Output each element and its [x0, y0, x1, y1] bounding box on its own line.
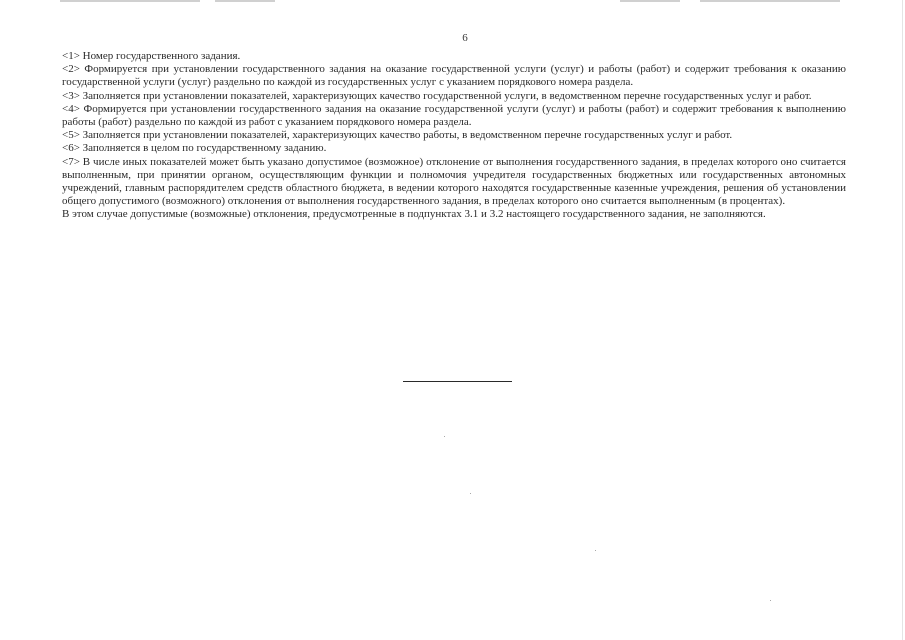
- footnote-6: <6> Заполняется в целом по государственному заданию.: [62, 142, 327, 155]
- scan-speck: [770, 600, 771, 601]
- scan-artifact-top: [60, 0, 200, 2]
- separator-line: [403, 381, 512, 382]
- footnotes-block: [62, 50, 846, 222]
- scan-artifact-top: [620, 0, 680, 2]
- footnote-2: <2> Формируется при установлении государственного задания на оказание государственной услуги (услуг) и работы (работ) и содержит требования к оказанию государственной услуги (услуг) раздельно по каждой из государственных услуг с указанием порядкового номера раздела.: [62, 63, 846, 89]
- footnote-1: <1> Номер государственного задания.: [62, 50, 241, 62]
- scan-artifact-top: [215, 0, 275, 2]
- footnote-3: <3> Заполняется при установлении показателей, характеризующих качество государственной услуги, в ведомственном перечне государственных услуг и работ.: [62, 89, 812, 102]
- scan-artifact-right-edge: [902, 0, 903, 640]
- scan-speck: [595, 550, 596, 551]
- footnote-7: <7> В числе иных показателей может быть указано допустимое (возможное) отклонение от выполнения государственного задания, в пределах которого оно считается выполненным, при принятии органом, осуществляющим функции и полномочия учредителя государственных бюджетных или государственных автономных учреждений, главным распорядителем средств областного бюджета, в ведении которого находятся государственные казенные учреждения, решения об установлении общего допустимого (возможного) отклонения от выполнения государственного задания, в пределах которого оно считается выполненным (в процентах).: [62, 155, 846, 208]
- scan-speck: [444, 436, 445, 437]
- footnote-4: <4> Формируется при установлении государственного задания на оказание государственной услуги (услуг) и работы (работ) и содержит требования к выполнению работы (работ) раздельно по каждой из работ с указанием порядкового номера раздела.: [62, 102, 846, 129]
- footnote-7-note: В этом случае допустимые (возможные) отклонения, предусмотренные в подпунктах 3.1 и 3.2 настоящего государственного задания, не заполняются.: [62, 208, 766, 221]
- scan-artifact-top: [700, 0, 840, 2]
- scan-speck: [470, 493, 471, 494]
- footnote-5: <5> Заполняется при установлении показателей, характеризующих качество работы, в ведомственном перечне государственных услуг и работ.: [62, 129, 733, 142]
- page-number: 6: [462, 32, 468, 44]
